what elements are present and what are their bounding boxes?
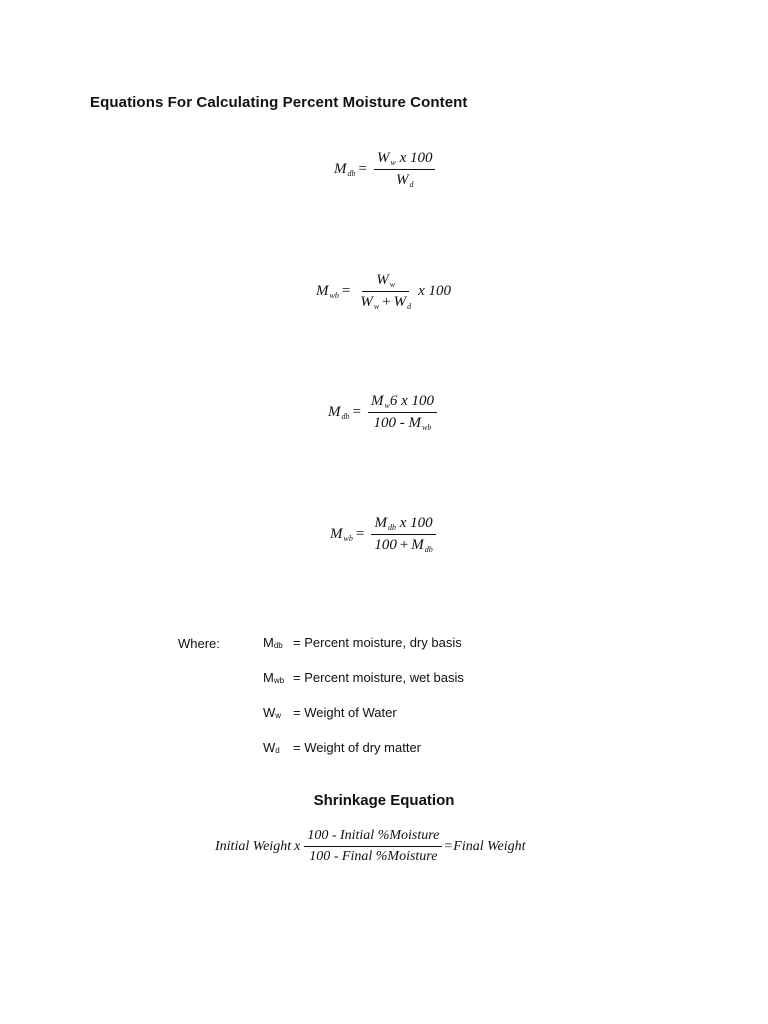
equation-moisture-wet-basis: $M_{wb}$ = $\frac{W_w}{W_w + W_d}$ x 100 <box>316 272 452 311</box>
shrinkage-heading: Shrinkage Equation <box>313 792 455 809</box>
page-title: Equations For Calculating Percent Moisture Content <box>90 94 468 111</box>
eq4-fraction <box>371 515 435 554</box>
shrinkage-fraction <box>304 828 442 865</box>
eq4-denominator: $100 + M_{db}$ <box>374 537 433 554</box>
shrinkage-denominator: 100 - Final %Moisture <box>309 849 438 864</box>
legend-row-ww: Ww = Weight of Water <box>263 705 397 720</box>
eq2-denominator: $W_w + W_d$ <box>360 294 412 311</box>
legend-where-label: Where: <box>178 636 220 651</box>
shrinkage-rhs: Final Weight <box>453 838 526 854</box>
legend-row-mdb: Mdb = Percent moisture, dry basis <box>263 635 462 650</box>
eq1-denominator: $W_d$ <box>395 172 414 189</box>
equation-convert-dry-to-wet: $M_{wb}$ = $\frac{M_{db} x 100}{100 + M_{db}}$ <box>330 515 440 554</box>
eq1-lhs: $M_{db}$ <box>334 161 356 178</box>
eq3-fraction <box>368 393 437 432</box>
eq3-lhs: $M_{db}$ <box>328 404 350 421</box>
eq2-fraction <box>357 272 414 311</box>
legend-row-wd: Wd = Weight of dry matter <box>263 740 422 755</box>
shrinkage-numerator: 100 - Initial %Moisture <box>304 828 442 847</box>
equation-convert-wet-to-dry: $M_{db}$ = $\frac{M_w6 x 100}{100 - M_{wb}}$ <box>328 393 441 432</box>
shrinkage-lhs: Initial Weight <box>215 838 292 854</box>
equation-moisture-dry-basis: $M_{db}$ = $\frac{W_w x 100}{W_d}$ <box>334 150 439 189</box>
eq3-numerator: $M_w6$ x 100 <box>368 393 437 413</box>
eq1-fraction <box>374 150 436 189</box>
eq3-denominator: $100 - M_{wb}$ <box>373 415 432 432</box>
eq1-numerator: $W_w$ x 100 <box>374 150 436 170</box>
equation-shrinkage: Initial Weight x $\frac{\text{100 - Initial \%Moisture}}{\text{100 - Final \%Moisture}}$ = Final Weight <box>215 828 526 864</box>
eq4-numerator: $M_{db}$ x 100 <box>371 515 435 535</box>
eq2-numerator: $W_w$ <box>362 272 409 292</box>
eq2-tail: x 100 <box>418 283 452 299</box>
eq2-lhs: $M_{wb}$ <box>316 283 339 300</box>
eq4-lhs: $M_{wb}$ <box>330 526 353 543</box>
legend-row-mwb: Mwb = Percent moisture, wet basis <box>263 670 464 685</box>
